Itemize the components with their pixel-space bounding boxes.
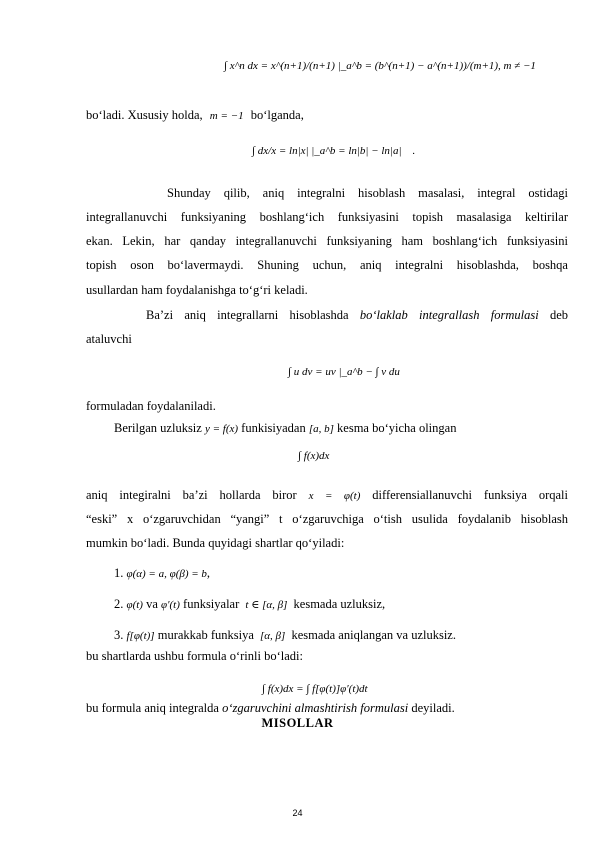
p5-line-1: [86, 487, 568, 504]
p6: bu shartlarda ushbu formula o‘rinli bo‘ladi:: [86, 649, 303, 663]
formula-alpha-beta: [α, β]: [260, 630, 286, 642]
page-number: 24: [292, 808, 303, 818]
p5-line-2: [86, 511, 568, 527]
cond-2-c: kesmada uzluksiz,: [293, 597, 386, 611]
formula-int-fx-text: ∫ f(x)dx: [298, 450, 330, 462]
p1-line-5: [86, 282, 568, 298]
formula-y-fx: y = f(x): [204, 423, 239, 435]
formula-log-rule-text: ∫ dx/x = ln|x| |_a^b = ln|b| − ln|a|: [252, 145, 402, 157]
p1-5: usullardan ham foydalanishga to‘g‘ri keladi.: [86, 283, 308, 297]
p1-1: Shunday qilib, aniq integralni hisoblash masalasi, integral ostidagi: [167, 186, 568, 200]
p2-line-1: [146, 307, 568, 323]
p4b: funkisiyadan: [241, 421, 306, 435]
section-heading: MISOLLAR: [261, 716, 334, 730]
formula-log-rule: [252, 145, 415, 157]
text-l1b: bo‘lganda,: [250, 108, 304, 122]
formula-f-phi: f[φ(t)]: [126, 630, 155, 642]
formula-phi-prime: φ′(t): [161, 599, 180, 611]
p1-line-2: [86, 209, 568, 225]
p1-3: ekan. Lekin, har qanday integrallanuvchi funksiyaning ham boshlang‘ich funksiyasini: [86, 234, 568, 248]
formula-phi-t: φ(t): [126, 599, 143, 611]
formula-m-cond: m = −1: [209, 110, 244, 122]
p5a: aniq integiralni ba’zi hollarda biror: [86, 488, 297, 502]
p1-line-1: [167, 185, 568, 201]
formula-subst: [262, 683, 368, 695]
cond-3-c: kesmada aniqlangan va uzluksiz.: [291, 628, 456, 642]
formula-cond1: φ(α) = a, φ(β) = b: [126, 568, 207, 580]
p2-1b: bo‘laklab integrallash formulasi: [359, 308, 539, 322]
p3: formuladan foydalaniladi.: [86, 399, 216, 413]
formula-parts: [288, 366, 400, 378]
text-l1: bo‘ladi. Xususiy holda,: [86, 108, 203, 122]
formula-int-fx: [298, 450, 329, 462]
p3-line: [86, 398, 568, 414]
formula-power-rule-text: ∫ x^n dx = x^(n+1)/(n+1) |_a^b = (b^(n+1) − a^(n+1))/(m+1), m ≠ −1: [224, 60, 536, 72]
p2-line-2: [86, 331, 568, 347]
cond-1-line: [114, 565, 568, 582]
cond-2-num: 2.: [114, 597, 124, 611]
formula-parts-text: ∫ u dv = uv |_a^b − ∫ v du: [288, 366, 400, 378]
formula-t-in: t ∈ [α, β]: [245, 599, 288, 611]
p7b: o‘zgaruvchini almashtirish formulasi: [222, 701, 409, 715]
cond-2-b: funksiyalar: [183, 597, 240, 611]
cond-3-line: [114, 627, 568, 644]
formula-subst-text: ∫ f(x)dx = ∫ f[φ(t)]φ′(t)dt: [262, 683, 368, 695]
p7c: deyiladi.: [411, 701, 455, 715]
p7a: bu formula aniq integralda: [86, 701, 219, 715]
p1-4: topish oson bo‘lavermaydi. Shuning uchun, aniq integralni hisoblashda, boshqa: [86, 258, 568, 272]
formula-log-dot: .: [412, 145, 415, 157]
p1-2: integrallanuvchi funksiyaning boshlang‘ich funksiyasini topish masalasiga keltirilar: [86, 210, 568, 224]
cond-3-b: murakkab funksiya: [157, 628, 254, 642]
p5-line-3: [86, 535, 568, 551]
p2-1c: deb: [549, 308, 569, 322]
p5-2: “eski” x o‘zgaruvchidan “yangi” t o‘zgaruvchiga o‘tish usulida foydalanib hisoblash: [86, 512, 568, 526]
formula-x-phi: x = φ(t): [308, 490, 361, 502]
p6-line: [86, 648, 568, 664]
p1-line-4: [86, 257, 568, 273]
text-line-1: [86, 107, 568, 124]
cond-2-va: va: [146, 597, 158, 611]
p2-2: ataluvchi: [86, 332, 132, 346]
p4-line: [114, 420, 568, 437]
cond-1-num: 1.: [114, 566, 124, 580]
p4c: kesma bo‘yicha olingan: [337, 421, 457, 435]
p4a: Berilgan uzluksiz: [114, 421, 202, 435]
formula-power-rule: [224, 60, 536, 72]
p5-3: mumkin bo‘ladi. Bunda quyidagi shartlar qo‘yiladi:: [86, 536, 345, 550]
p1-line-3: [86, 233, 568, 249]
p5b: differensiallanuvchi funksiya orqali: [372, 488, 568, 502]
cond-1-end: ,: [206, 566, 211, 580]
cond-2-line: [114, 596, 568, 613]
p7-line: [86, 700, 568, 716]
p2-1a: Ba’zi aniq integrallarni hisoblashda: [146, 308, 349, 322]
formula-ab: [a, b]: [308, 423, 334, 435]
cond-3-num: 3.: [114, 628, 124, 642]
